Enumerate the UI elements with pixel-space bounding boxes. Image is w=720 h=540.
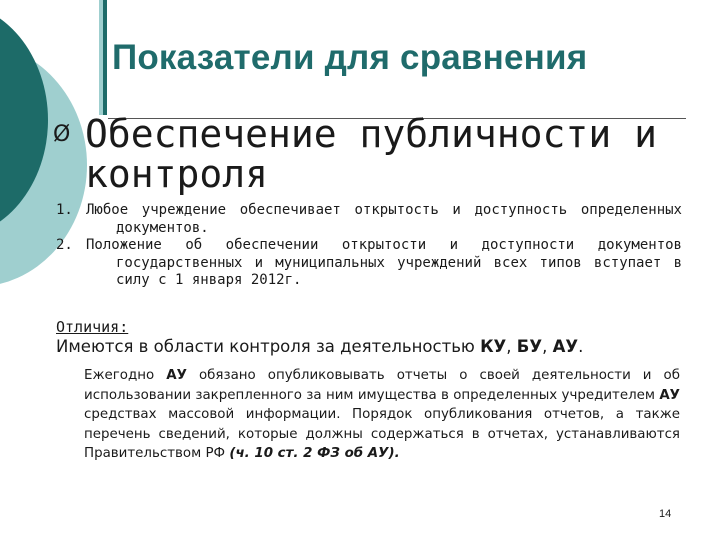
- abbr-au: АУ: [166, 368, 187, 383]
- list-item-number: 1.: [56, 202, 73, 218]
- abbr-ku: КУ: [480, 337, 507, 356]
- differences-statement: [56, 337, 583, 356]
- list-item-text: Любое учреждение обеспечивает открытость и доступность определенных документов.: [86, 202, 682, 236]
- separator: .: [578, 337, 584, 356]
- page-number: 14: [659, 508, 672, 520]
- list-item-text: Положение об обеспечении открытости и доступности документов государственных и муниципальных учреждений всех типов вступает в силу с 1 января 2012г.: [86, 237, 682, 288]
- numbered-list: [56, 202, 682, 290]
- list-item-number: 2.: [56, 237, 73, 253]
- slide-title: Показатели для сравнения: [112, 38, 588, 77]
- separator: ,: [542, 337, 553, 356]
- deco-strip-dark: [103, 0, 107, 115]
- deco-strip-light: [99, 0, 103, 115]
- law-reference: (ч. 10 ст. 2 ФЗ об АУ).: [229, 446, 400, 462]
- abbr-bu: БУ: [516, 337, 543, 356]
- differences-label: Отличия:: [56, 318, 129, 336]
- separator: ,: [506, 337, 517, 356]
- body-paragraph: [84, 366, 680, 464]
- paragraph-text: средствах массовой информации. Порядок опубликования отчетов, а также перечень сведений, которые должны содержаться в отчетах, устанавливаются Правительством РФ: [84, 407, 680, 462]
- list-item: [56, 202, 682, 237]
- paragraph-text: Ежегодно: [84, 368, 167, 383]
- differences-intro: Имеются в области контроля за деятельностью: [56, 337, 475, 356]
- paragraph-text: обязано опубликовывать отчеты о своей деятельности и об использовании закрепленного за ним имущества в определенных учредителем: [84, 368, 680, 403]
- abbr-au: АУ: [552, 337, 579, 356]
- arrow-bullet-icon: Ø: [53, 122, 71, 147]
- abbr-au: АУ: [659, 387, 680, 403]
- list-item: [56, 237, 682, 290]
- section-heading: Обеспечение публичности и контроля: [85, 112, 657, 196]
